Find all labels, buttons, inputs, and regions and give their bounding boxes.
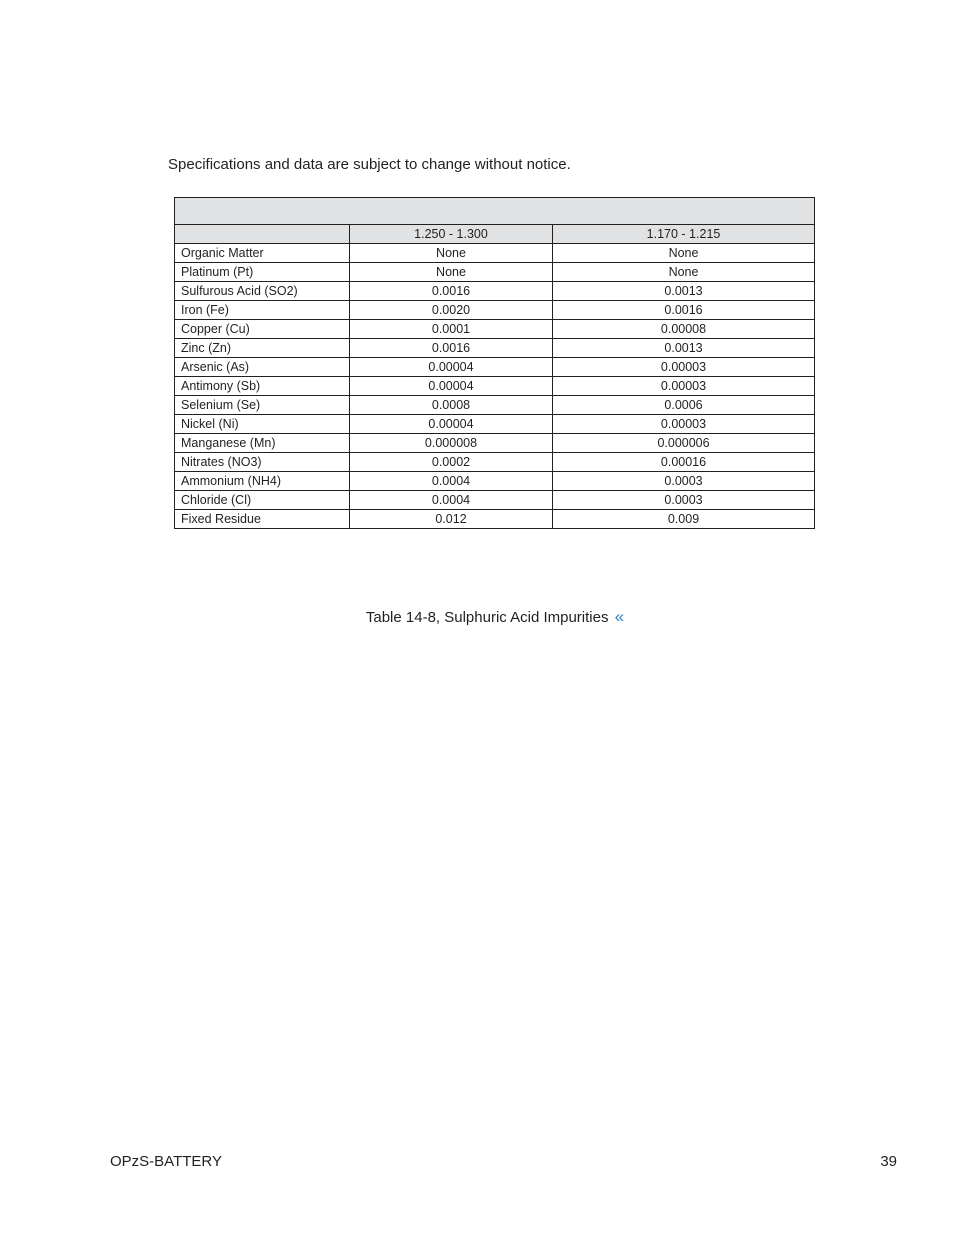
impurity-value: 0.00004 [350, 358, 553, 377]
impurity-value: 0.0013 [553, 282, 815, 301]
footer-document-name: OPzS-BATTERY [110, 1153, 222, 1170]
table-row [175, 320, 815, 339]
table-row [175, 510, 815, 529]
impurity-value: 0.000006 [553, 434, 815, 453]
table-row [175, 453, 815, 472]
impurity-value: 0.0004 [350, 472, 553, 491]
impurity-value: 0.0020 [350, 301, 553, 320]
impurity-name: Iron (Fe) [175, 301, 350, 320]
impurity-value: 0.0013 [553, 339, 815, 358]
impurity-value: None [553, 244, 815, 263]
impurity-name: Nitrates (NO3) [175, 453, 350, 472]
table-title-row [175, 198, 815, 225]
impurity-value: None [553, 263, 815, 282]
impurity-value: 0.00004 [350, 415, 553, 434]
impurity-value: 0.0003 [553, 472, 815, 491]
table-row [175, 301, 815, 320]
table-row [175, 263, 815, 282]
impurity-name: Ammonium (NH4) [175, 472, 350, 491]
impurity-name: Zinc (Zn) [175, 339, 350, 358]
table-row [175, 244, 815, 263]
table-caption [0, 608, 954, 627]
table-caption-text: Table 14-8, Sulphuric Acid Impurities [365, 609, 609, 626]
table-row [175, 358, 815, 377]
impurity-name: Antimony (Sb) [175, 377, 350, 396]
table-title [175, 198, 815, 225]
impurity-value: None [350, 263, 553, 282]
impurity-value: 0.0001 [350, 320, 553, 339]
impurity-name: Selenium (Se) [175, 396, 350, 415]
impurity-value: 0.0016 [350, 339, 553, 358]
impurity-value: 0.0016 [350, 282, 553, 301]
table-row [175, 434, 815, 453]
impurity-value: 0.0016 [553, 301, 815, 320]
table-row [175, 415, 815, 434]
impurity-value: 0.00003 [553, 377, 815, 396]
impurity-name: Organic Matter [175, 244, 350, 263]
column-header: 1.170 - 1.215 [553, 225, 815, 244]
table-header-row [175, 225, 815, 244]
impurity-value: None [350, 244, 553, 263]
notice-text: Specifications and data are subject to change without notice. [168, 156, 571, 173]
impurity-value: 0.00008 [553, 320, 815, 339]
table-row [175, 491, 815, 510]
impurity-name: Sulfurous Acid (SO2) [175, 282, 350, 301]
impurity-name: Arsenic (As) [175, 358, 350, 377]
impurity-name: Fixed Residue [175, 510, 350, 529]
impurity-name: Copper (Cu) [175, 320, 350, 339]
impurity-value: 0.00016 [553, 453, 815, 472]
column-header [175, 225, 350, 244]
column-header: 1.250 - 1.300 [350, 225, 553, 244]
sulphuric-acid-impurities-table [174, 197, 815, 529]
impurity-value: 0.0003 [553, 491, 815, 510]
impurity-value: 0.012 [350, 510, 553, 529]
impurity-value: 0.009 [553, 510, 815, 529]
back-link-icon[interactable]: « [614, 607, 625, 626]
impurity-value: 0.0004 [350, 491, 553, 510]
table-row [175, 396, 815, 415]
impurity-value: 0.00003 [553, 415, 815, 434]
impurity-value: 0.0008 [350, 396, 553, 415]
impurity-name: Manganese (Mn) [175, 434, 350, 453]
table-row [175, 472, 815, 491]
table-row [175, 377, 815, 396]
impurity-name: Nickel (Ni) [175, 415, 350, 434]
table-row [175, 339, 815, 358]
impurity-name: Platinum (Pt) [175, 263, 350, 282]
impurity-value: 0.00003 [553, 358, 815, 377]
impurity-value: 0.0006 [553, 396, 815, 415]
impurity-value: 0.0002 [350, 453, 553, 472]
table-row [175, 282, 815, 301]
impurity-name: Chloride (Cl) [175, 491, 350, 510]
impurity-value: 0.00004 [350, 377, 553, 396]
impurity-value: 0.000008 [350, 434, 553, 453]
footer-page-number: 39 [880, 1153, 897, 1170]
